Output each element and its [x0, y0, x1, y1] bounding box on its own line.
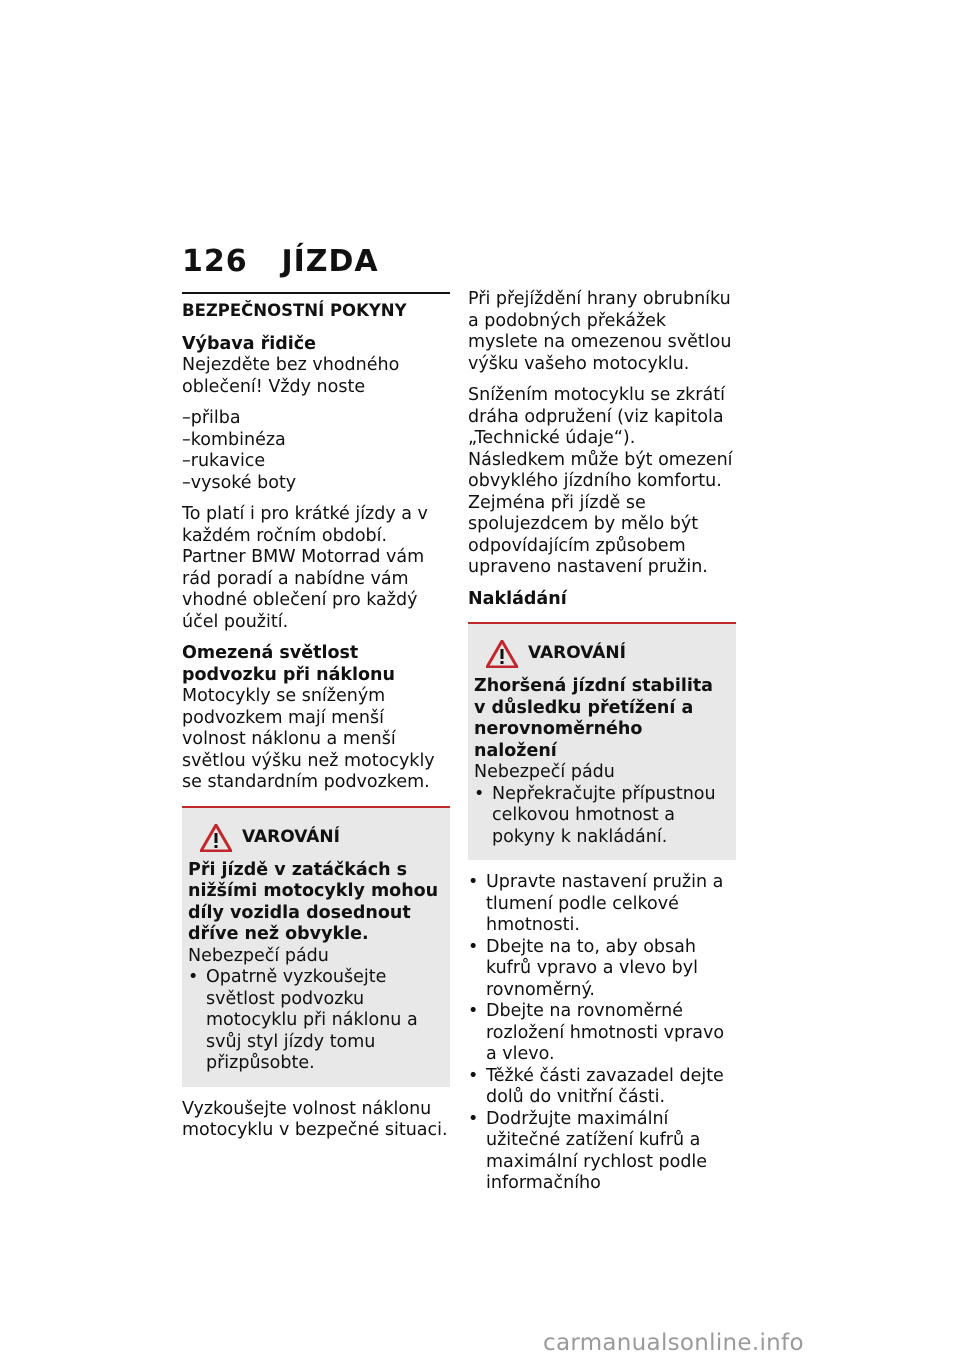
paragraph-gear-intro: Nejezděte bez vhodného oblečení! Vždy noste [182, 355, 400, 397]
warning-header [486, 640, 730, 668]
warning-bullet: • Opatrně vyzkoušejte světlost podvozku motocyklu při náklonu a svůj styl jízdy tomu přizpůsobte. [188, 967, 444, 1075]
gear-list [182, 408, 450, 494]
warning-bullets [188, 967, 444, 1075]
gear-item: – vysoké boty [182, 473, 450, 495]
loading-bullet: • Dbejte na rovnoměrné rozložení hmotnosti vpravo a vlevo. [468, 1001, 736, 1066]
gear-item: – přilba [182, 408, 450, 430]
loading-bullets [468, 872, 736, 1195]
subheading-rider-gear: Výbava řidiče [182, 333, 316, 354]
loading-bullet: • Těžké části zavazadel dejte dolů do vnitřní části. [468, 1066, 736, 1109]
warning-header [200, 824, 444, 852]
warning-title: VAROVÁNÍ [528, 643, 626, 664]
gear-item: – rukavice [182, 451, 450, 473]
right-column [468, 289, 736, 1205]
left-column [182, 292, 450, 1152]
warning-risk: Nebezpečí pádu [188, 945, 329, 966]
gear-item: – kombinéza [182, 430, 450, 452]
warning-bullets [474, 784, 730, 849]
warning-statement: Při jízdě v zatáčkách s nižšími motocykly mohou díly vozidla dosednout dříve než obvykle. [188, 859, 439, 944]
warning-box [468, 622, 736, 860]
loading-bullet: • Dodržujte maximální užitečné zatížení kufrů a maximální rychlost podle informačního [468, 1109, 736, 1195]
page-number: 126 [182, 244, 248, 279]
section-title: BEZPEČNOSTNÍ POKYNY [182, 292, 450, 322]
subheading-loading: Nakládání [468, 588, 567, 609]
paragraph-curb: Při přejíždění hrany obrubníku a podobných překážek myslete na omezenou světlou výšku vašeho motocyklu. [468, 289, 732, 374]
warning-triangle-icon [486, 640, 518, 668]
paragraph-test-clearance: Vyzkoušejte volnost náklonu motocyklu v bezpečné situaci. [182, 1098, 448, 1140]
watermark: carmanualsonline.info [543, 1330, 804, 1356]
warning-statement: Zhoršená jízdní stabilita v důsledku přetížení a nerovnoměrného naložení [474, 676, 713, 761]
paragraph-ground-clearance: Motocykly se sníženým podvozkem mají menší volnost náklonu a menší světlou výšku než motocykly se standardním podvozkem. [182, 686, 435, 792]
paragraph-gear-advice: To platí i pro krátké jízdy a v každém ročním období. Partner BMW Motorrad vám rád poradí a nabídne vám vhodné oblečení pro každý účel použití. [182, 504, 428, 632]
paragraph-lowering: Snížením motocyklu se zkrátí dráha odpružení (viz kapitola „Technické údaje“). Následkem může být omezení obvyklého jízdního komfortu. Zejména při jízdě se spolujezdcem by mělo být odpovídajícím způsobem upraveno nastavení pružin. [468, 385, 733, 577]
page-header [182, 244, 379, 279]
warning-triangle-icon [200, 824, 232, 852]
warning-box [182, 806, 450, 1087]
subheading-ground-clearance: Omezená světlost podvozku při náklonu [182, 643, 395, 685]
warning-risk: Nebezpečí pádu [474, 762, 615, 782]
loading-bullet: • Upravte nastavení pružin a tlumení podle celkové hmotnosti. [468, 872, 736, 937]
warning-title: VAROVÁNÍ [242, 826, 340, 847]
warning-bullet: • Nepřekračujte přípustnou celkovou hmotnost a pokyny k nakládání. [474, 784, 730, 849]
loading-bullet: • Dbejte na to, aby obsah kufrů vpravo a vlevo byl rovnoměrný. [468, 937, 736, 1002]
chapter-title: JÍZDA [281, 244, 379, 279]
